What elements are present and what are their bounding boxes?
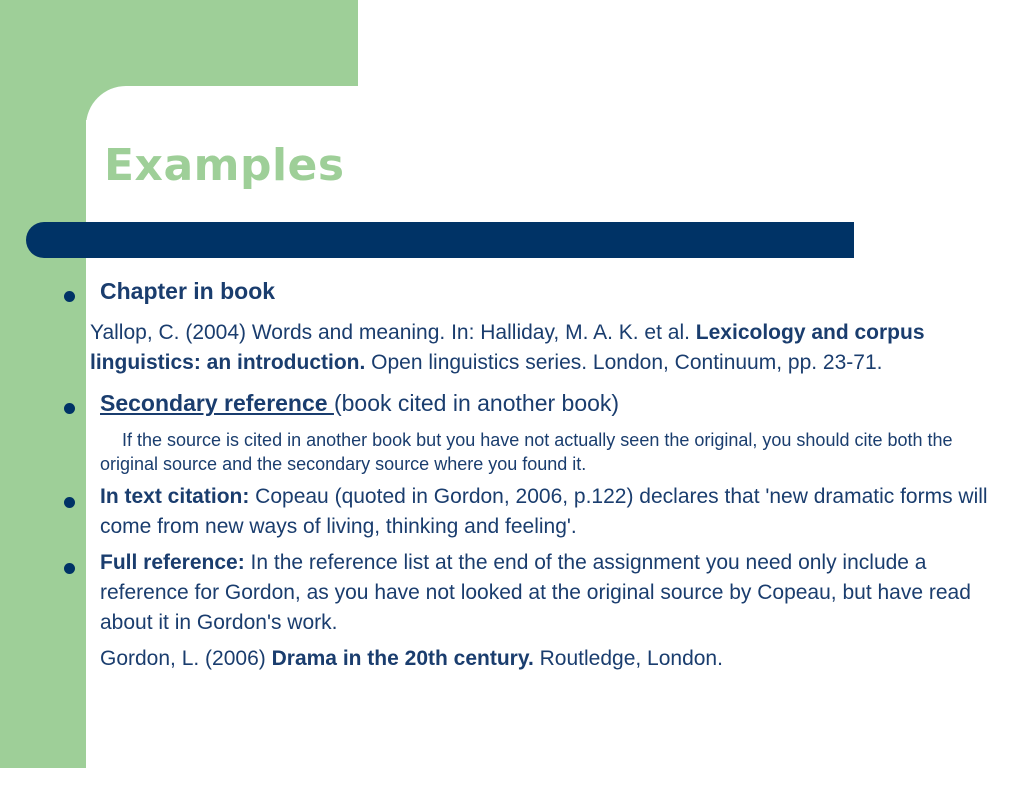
bullet-icon	[64, 497, 75, 508]
bullet-icon	[64, 563, 75, 574]
secondary-reference-note: If the source is cited in another book but you have not actually seen the original, you should cite both the original source and the secondary source where you found it.	[100, 430, 953, 474]
item-heading-note: (book cited in another book)	[333, 390, 620, 416]
chapter-reference: Yallop, C. (2004) Words and meaning. In: Halliday, M. A. K. et al. Lexicology and corpus linguistics: an introduction. Open linguistics series. London, Continuum, pp. 23-71.	[90, 321, 925, 374]
item-text: Copeau (quoted in Gordon, 2006, p.122) declares that 'new dramatic forms will come from new ways of living, thinking and feeling'.	[100, 485, 988, 538]
slide-title: Examples	[104, 140, 345, 191]
item-text: In the reference list at the end of the assignment you need only include a reference for Gordon, as you have not looked at the original source by Copeau, but have read about it in Gordon's work.	[100, 551, 971, 634]
item-label: Full reference:	[100, 551, 245, 574]
item-heading: Secondary reference	[100, 390, 334, 416]
item-label: In text citation:	[100, 485, 250, 508]
item-heading: Chapter in book	[100, 278, 276, 304]
gordon-reference: Gordon, L. (2006) Drama in the 20th century. Routledge, London.	[100, 647, 723, 670]
list-item-secondary-reference	[58, 388, 1008, 476]
list-item-chapter-in-book	[58, 276, 1008, 378]
list-item-full-reference	[58, 548, 1008, 674]
title-underline-bar	[26, 222, 854, 258]
list-item-in-text-citation	[58, 482, 1008, 542]
bullet-icon	[64, 291, 75, 302]
slide-body	[58, 276, 1008, 674]
bullet-icon	[64, 403, 75, 414]
